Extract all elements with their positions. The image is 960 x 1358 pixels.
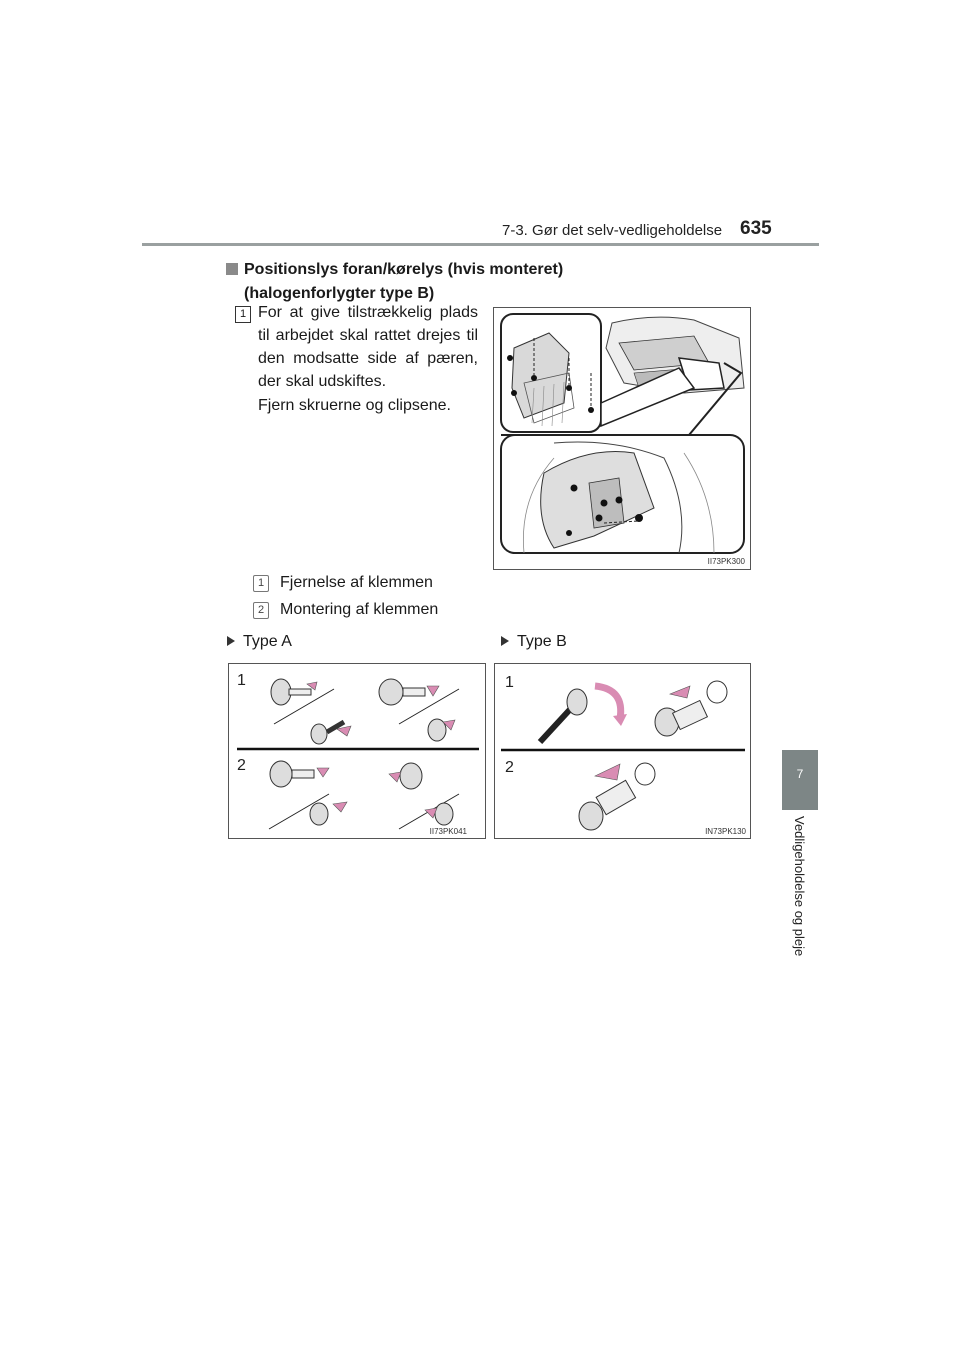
type-b-text: Type B — [517, 633, 567, 650]
step-text-2: Fjern skruerne og clipsene. — [258, 397, 451, 414]
main-illustration — [493, 307, 751, 570]
headlight-illustration — [494, 308, 750, 569]
type-b-illustration — [494, 663, 751, 839]
chapter-title-vertical — [779, 816, 819, 986]
chapter-title-text: Vedligeholdelse og pleje — [792, 816, 807, 957]
legend-text-2: Montering af klemmen — [280, 601, 439, 618]
legend-text-1: Fjernelse af klemmen — [280, 574, 433, 591]
figure-a-code: II73PK041 — [429, 827, 467, 836]
legend-badge-2: 2 — [253, 602, 269, 619]
square-bullet-icon — [226, 263, 238, 275]
page-number: 635 — [740, 218, 772, 239]
type-b-label — [501, 633, 567, 651]
type-a-text: Type A — [243, 633, 292, 650]
figure-b-num-1: 1 — [505, 674, 514, 691]
type-a-illustration — [228, 663, 486, 839]
triangle-bullet-icon — [227, 636, 235, 646]
header-rule — [142, 243, 819, 246]
figure-code: II73PK300 — [707, 557, 745, 566]
type-a-label — [227, 633, 292, 651]
chapter-tab[interactable]: 7 — [782, 750, 818, 810]
figure-a-num-1: 1 — [237, 672, 246, 689]
clip-type-b-drawing — [495, 664, 750, 838]
legend-badge-1: 1 — [253, 575, 269, 592]
figure-b-code: IN73PK130 — [705, 827, 746, 836]
section-title-line1: Positionslys foran/kørelys (hvis monteret) — [244, 261, 564, 278]
header-section-title: 7-3. Gør det selv-vedligeholdelse — [502, 222, 723, 239]
step-badge: 1 — [235, 306, 251, 323]
section-title — [226, 258, 563, 306]
step-text: For at give tilstrækkelig plads til arbejdet skal rattet drejes til den modsatte side af pæren, der skal udskiftes. — [258, 304, 478, 390]
clip-type-a-drawing — [229, 664, 485, 838]
figure-b-num-2: 2 — [505, 759, 514, 776]
triangle-bullet-icon — [501, 636, 509, 646]
figure-a-num-2: 2 — [237, 757, 246, 774]
section-title-line2: (halogenforlygter type B) — [244, 285, 435, 302]
